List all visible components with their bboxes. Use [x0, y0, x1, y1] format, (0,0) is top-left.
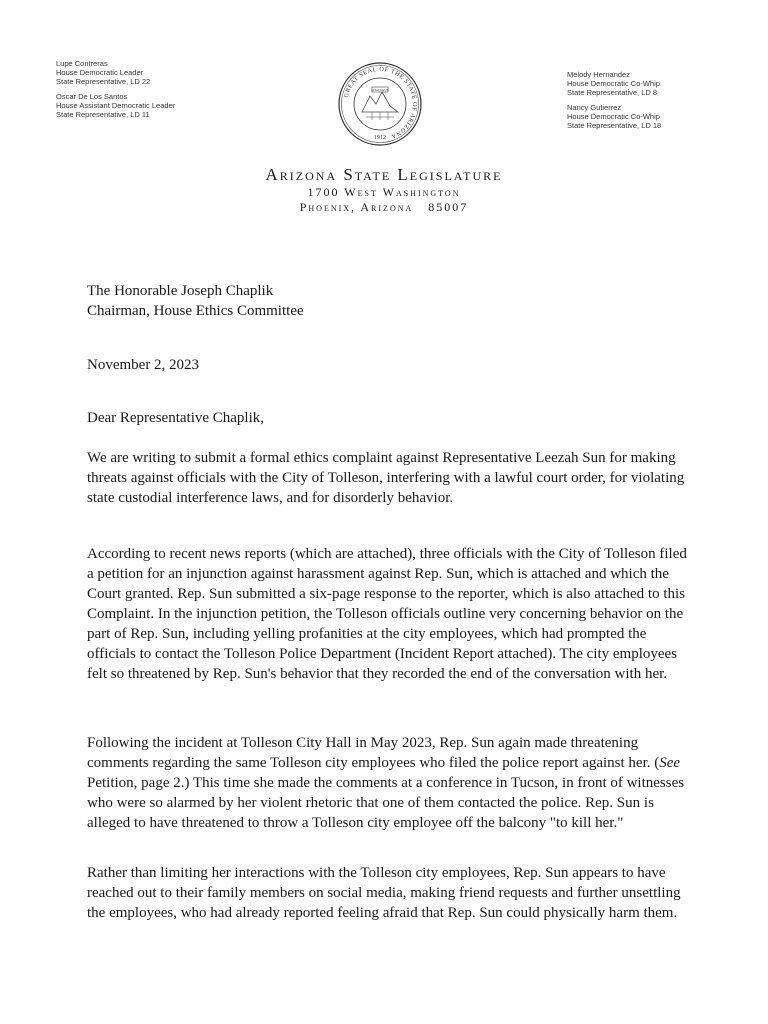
paragraph-news-reports — [87, 544, 687, 684]
official-district: State Representative, LD 22 — [56, 77, 151, 86]
official-title: House Democratic Leader — [56, 68, 144, 77]
official-district: State Representative, LD 18 — [567, 121, 662, 130]
letterhead-street: 1700 West Washington — [307, 185, 461, 199]
official-hernandez — [567, 70, 661, 97]
letter-date: November 2, 2023 — [87, 357, 200, 373]
official-district: State Representative, LD 11 — [56, 110, 150, 119]
official-district: State Representative, LD 8 — [567, 88, 658, 97]
paragraph-tucson-incident — [87, 733, 687, 833]
recipient-name: The Honorable Joseph Chaplik — [87, 283, 274, 299]
paragraph-text — [87, 733, 687, 833]
paragraph-text: Rather than limiting her interactions with the Tolleson city employees, Rep. Sun appears to have reached out to their family members on social media, making friend requests and further unsettling the employees, who had already reported feeling afraid that Rep. Sun could physically harm them. — [87, 865, 681, 921]
header-right-officials — [567, 70, 661, 136]
official-name: Melody Hernandez — [567, 70, 630, 79]
paragraph-text-part: Following the incident at Tolleson City Hall in May 2023, Rep. Sun again made threatening comments regarding the same Tolleson city employees who filed the police report against her. ( — [87, 735, 660, 771]
paragraph-complaint-summary — [87, 448, 687, 508]
recipient-block — [87, 281, 687, 321]
seal-ring-text: GREAT SEAL OF THE STATE OF ARIZONA — [342, 65, 419, 140]
official-title: House Assistant Democratic Leader — [56, 101, 176, 110]
see-italic: See — [659, 755, 681, 771]
arizona-state-seal — [338, 62, 422, 146]
official-name: Oscar De Los Santos — [56, 92, 128, 101]
official-title: House Democratic Co-Whip — [567, 112, 660, 121]
letterhead-title: Arizona State Legislature — [265, 165, 503, 184]
paragraph-text-part: Petition, page 2.) This time she made the comments at a conference in Tucson, in front of witnesses who were so alarmed by her violent rhetoric that one of them contacted the police. Rep. Sun is alleged to have threatened to throw a Tolleson city employee off the balcony "to kill her." — [87, 775, 685, 831]
salutation: Dear Representative Chaplik, — [87, 410, 265, 426]
official-de-los-santos — [56, 92, 175, 119]
official-title: House Democratic Co-Whip — [567, 79, 660, 88]
seal-year: 1912 — [374, 135, 386, 141]
paragraph-social-media — [87, 863, 687, 923]
header-left-officials — [56, 59, 175, 125]
paragraph-text: We are writing to submit a formal ethics complaint against Representative Leezah Sun for making threats against officials with the City of Tolleson, interfering with a lawful court order, for violating state custodial interference laws, and for disorderly behavior. — [87, 450, 685, 506]
paragraph-text: According to recent news reports (which are attached), three officials with the City of Tolleson filed a petition for an injunction against harassment against Rep. Sun, which is attached and which the Court granted. Rep. Sun submitted a six-page response to the reporter, which is also attached to this Complaint. In the injunction petition, the Tolleson officials outline very concerning behavior on the part of Rep. Sun, including yelling profanities at the city employees, which had prompted the officials to contact the Tolleson Police Department (Incident Report attached). The city employees felt so threatened by Rep. Sun's behavior that they recorded the end of the conversation with her. — [87, 546, 687, 682]
official-gutierrez — [567, 103, 661, 130]
official-name: Lupe Contreras — [56, 59, 108, 68]
seal-motto: DITAT DEUS — [371, 88, 389, 92]
official-name: Nancy Gutierrez — [567, 103, 622, 112]
letterhead-city: Phoenix, Arizona 85007 — [299, 200, 469, 214]
recipient-title: Chairman, House Ethics Committee — [87, 303, 304, 319]
official-contreras — [56, 59, 175, 86]
